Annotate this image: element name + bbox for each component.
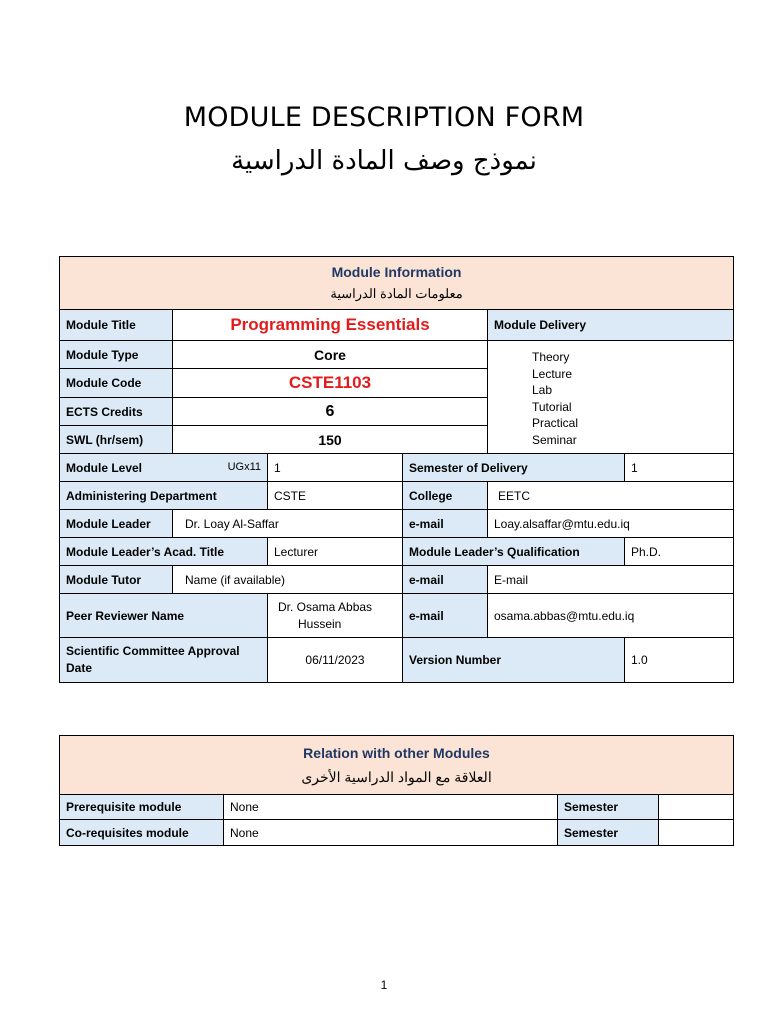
module-level-value: 1	[268, 454, 403, 482]
peer-reviewer-line-1: Dr. Osama Abbas	[278, 599, 373, 614]
module-type-value: Core	[173, 341, 488, 369]
module-title-value: Programming Essentials	[173, 310, 488, 341]
acad-title-value: Lecturer	[268, 538, 403, 566]
peer-reviewer-line-2: Hussein	[298, 616, 342, 631]
module-tutor-label: Module Tutor	[60, 566, 173, 594]
semester-delivery-value: 1	[625, 454, 734, 482]
approval-label-line-1: Scientific Committee Approval	[66, 644, 240, 658]
leader-email-label: e-mail	[403, 510, 488, 538]
version-number-label: Version Number	[403, 638, 625, 683]
corequisite-semester-label: Semester	[558, 820, 659, 846]
qualification-value: Ph.D.	[625, 538, 734, 566]
module-code-value: CSTE1103	[173, 369, 488, 398]
delivery-item-practical: Practical	[532, 416, 579, 430]
approval-date-label	[60, 638, 268, 683]
ects-credits-label: ECTS Credits	[60, 398, 173, 426]
tutor-email-label: e-mail	[403, 566, 488, 594]
administering-department-label: Administering Department	[60, 482, 268, 510]
prerequisite-value: None	[224, 795, 558, 820]
corequisite-semester-value	[659, 820, 734, 846]
relation-modules-table	[59, 735, 734, 846]
version-number-value: 1.0	[625, 638, 734, 683]
relation-title-arabic: العلاقة مع المواد الدراسية الأخرى	[301, 768, 492, 785]
module-information-title-arabic: معلومات المادة الدراسية	[330, 286, 463, 301]
delivery-item-lab: Lab	[532, 383, 553, 397]
corequisite-value: None	[224, 820, 558, 846]
leader-email-value: Loay.alsaffar@mtu.edu.iq	[488, 510, 734, 538]
acad-title-label: Module Leader’s Acad. Title	[60, 538, 268, 566]
swl-value: 150	[173, 426, 488, 454]
module-information-table	[59, 256, 734, 683]
qualification-label: Module Leader’s Qualification	[403, 538, 625, 566]
prerequisite-semester-label: Semester	[558, 795, 659, 820]
peer-email-label: e-mail	[403, 594, 488, 638]
module-code-label: Module Code	[60, 369, 173, 398]
module-delivery-list	[488, 341, 734, 454]
module-tutor-value: Name (if available)	[173, 566, 403, 594]
approval-date-value: 06/11/2023	[268, 638, 403, 683]
module-leader-value: Dr. Loay Al-Saffar	[173, 510, 403, 538]
college-value: EETC	[488, 482, 734, 510]
ects-credits-value: 6	[173, 398, 488, 426]
page-number: 1	[380, 978, 388, 992]
module-information-title: Module Information	[331, 264, 462, 280]
semester-delivery-label: Semester of Delivery	[403, 454, 625, 482]
delivery-item-theory: Theory	[532, 350, 570, 364]
module-type-label: Module Type	[60, 341, 173, 369]
module-delivery-label: Module Delivery	[488, 310, 734, 341]
relation-title: Relation with other Modules	[303, 744, 490, 761]
peer-reviewer-value	[268, 594, 403, 638]
relation-heading	[60, 736, 734, 795]
corequisite-label: Co-requisites module	[60, 820, 224, 846]
delivery-item-tutorial: Tutorial	[532, 399, 572, 414]
swl-label: SWL (hr/sem)	[60, 426, 173, 454]
module-leader-label: Module Leader	[60, 510, 173, 538]
prerequisite-semester-value	[659, 795, 734, 820]
peer-email-value: osama.abbas@mtu.edu.iq	[488, 594, 734, 638]
administering-department-value: CSTE	[268, 482, 403, 510]
tutor-email-value: E-mail	[488, 566, 734, 594]
delivery-item-lecture: Lecture	[532, 366, 573, 381]
module-level-label	[60, 454, 268, 482]
module-level-code: UGx11	[227, 460, 261, 473]
form-title-arabic: نموذج وصف المادة الدراسية	[231, 146, 537, 176]
module-level-label-text: Module Level	[66, 460, 143, 475]
peer-reviewer-label: Peer Reviewer Name	[60, 594, 268, 638]
form-title: MODULE DESCRIPTION FORM	[183, 102, 585, 133]
delivery-item-seminar: Seminar	[532, 432, 577, 447]
approval-label-line-2: Date	[66, 661, 93, 675]
module-title-label: Module Title	[60, 310, 173, 341]
module-information-heading	[60, 257, 734, 310]
college-label: College	[403, 482, 488, 510]
prerequisite-label: Prerequisite module	[60, 795, 224, 820]
